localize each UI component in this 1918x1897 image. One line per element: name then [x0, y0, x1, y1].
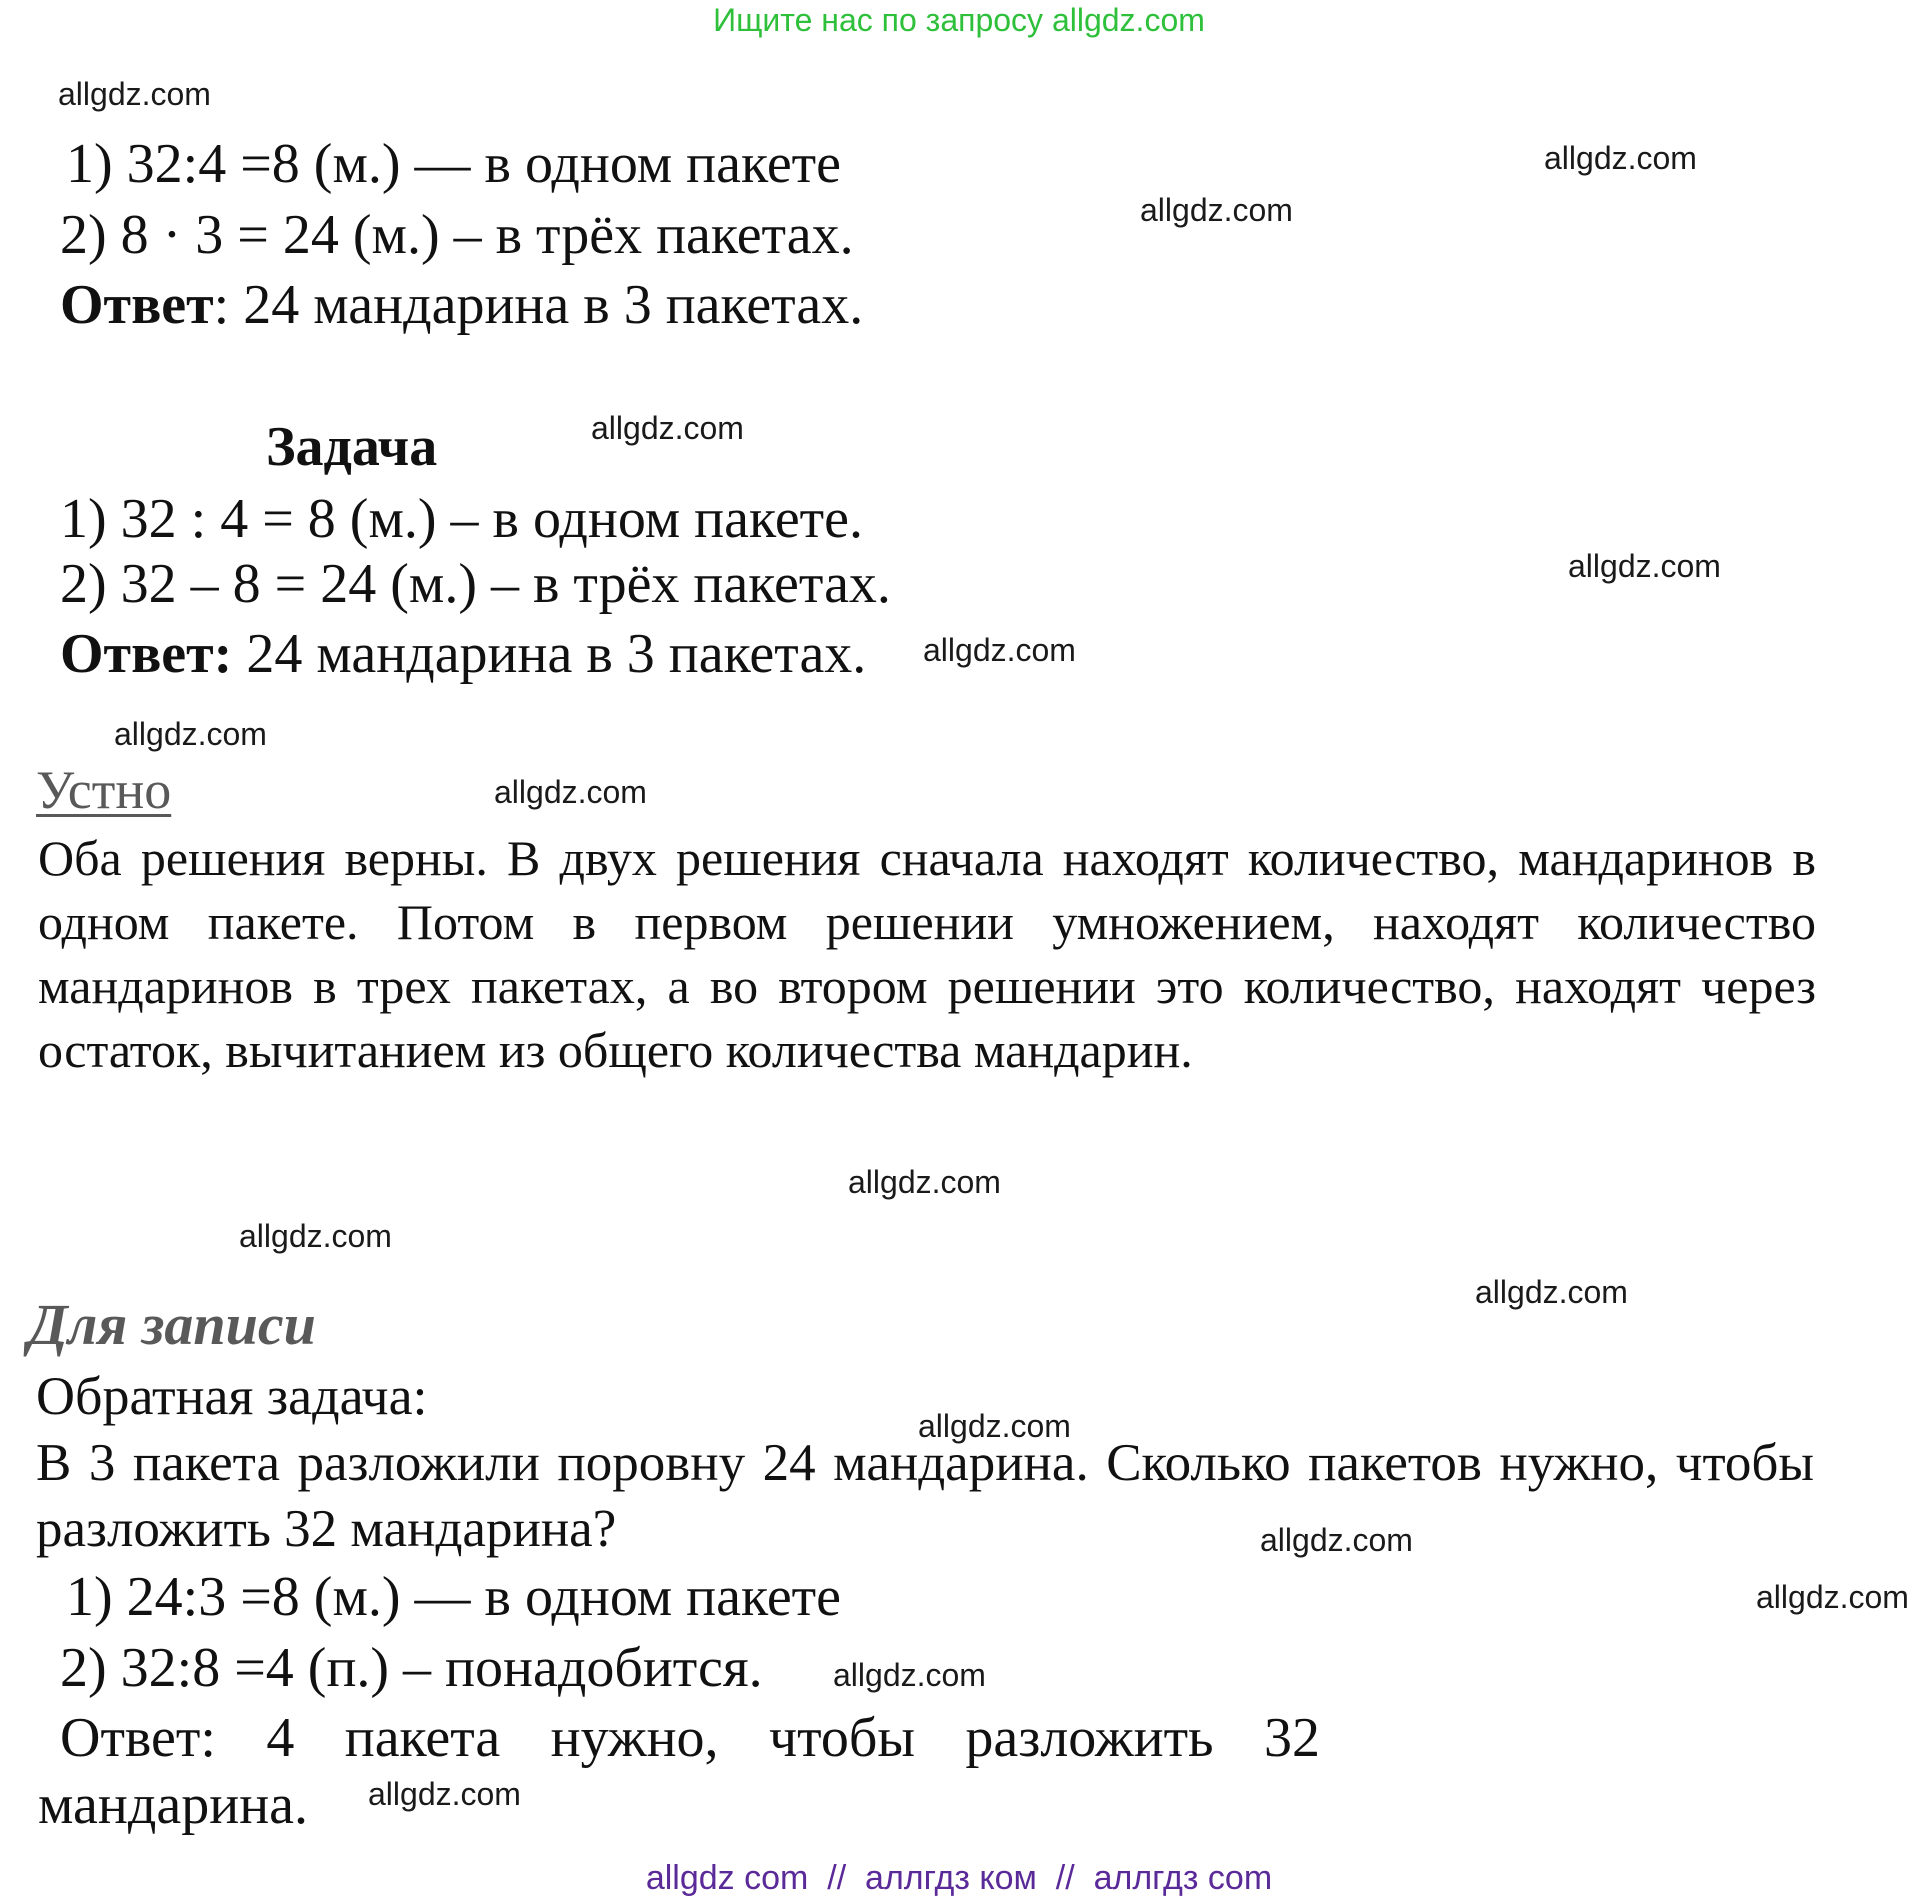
answer-label: Ответ [60, 274, 214, 336]
answer-label: Ответ: [60, 623, 233, 685]
bottom-banner: allgdz com // аллгдз ком // аллгдз com [645, 1859, 1273, 1897]
watermark: allgdz.com [1568, 548, 1721, 584]
section1-step2: 2) 8 · 3 = 24 (м.) – в трёх пакетах. [60, 204, 854, 266]
section1-answer [60, 273, 863, 337]
inverse-task-subtitle: Обратная задача: [36, 1366, 428, 1426]
watermark: allgdz.com [494, 774, 647, 810]
watermark: allgdz.com [918, 1408, 1071, 1444]
watermark: allgdz.com [591, 410, 744, 446]
watermark: allgdz.com [1756, 1579, 1909, 1615]
watermark: allgdz.com [848, 1164, 1001, 1200]
record-step2: 2) 32:8 =4 (п.) – понадобится. [60, 1637, 763, 1699]
oral-heading: Устно [36, 760, 172, 820]
record-answer: Ответ: 4 пакета нужно, чтобы разложить 32 [60, 1707, 1320, 1769]
record-heading: Для записи [28, 1292, 316, 1357]
watermark: allgdz.com [1475, 1274, 1628, 1310]
record-answer-continuation: мандарина. [38, 1774, 309, 1836]
task-title: Задача [266, 416, 438, 478]
answer-text: 24 мандарина в 3 пакетах. [232, 623, 867, 685]
watermark: allgdz.com [58, 76, 211, 112]
watermark: allgdz.com [923, 632, 1076, 668]
section2-answer [60, 622, 866, 686]
record-step1: 1) 24:3 =8 (м.) — в одном пакете [66, 1566, 842, 1628]
watermark: allgdz.com [1260, 1522, 1413, 1558]
watermark: allgdz.com [239, 1218, 392, 1254]
watermark: allgdz.com [1544, 140, 1697, 176]
watermark: allgdz.com [114, 716, 267, 752]
section2-step2: 2) 32 – 8 = 24 (м.) – в трёх пакетах. [60, 553, 891, 615]
watermark: allgdz.com [1140, 192, 1293, 228]
oral-paragraph: Оба решения верны. В двух решения сначала находят количество, мандаринов в одном пакете. Потом в первом решении умножением, находят количество мандаринов в трех пакетах, а во втором решении это количество, находят через остаток, вычитанием из общего количества мандарин. [38, 830, 1816, 1078]
inverse-task-problem: В 3 пакета разложили поровну 24 мандарина. Сколько пакетов нужно, чтобы разложить 32 мандарина? [36, 1434, 1814, 1558]
watermark: allgdz.com [368, 1776, 521, 1812]
answer-text: : 24 мандарина в 3 пакетах. [213, 274, 864, 336]
watermark: allgdz.com [833, 1657, 986, 1693]
section1-step1: 1) 32:4 =8 (м.) — в одном пакете [66, 133, 842, 195]
section2-step1: 1) 32 : 4 = 8 (м.) – в одном пакете. [60, 488, 864, 550]
top-banner: Ищите нас по запросу allgdz.com [713, 2, 1205, 38]
